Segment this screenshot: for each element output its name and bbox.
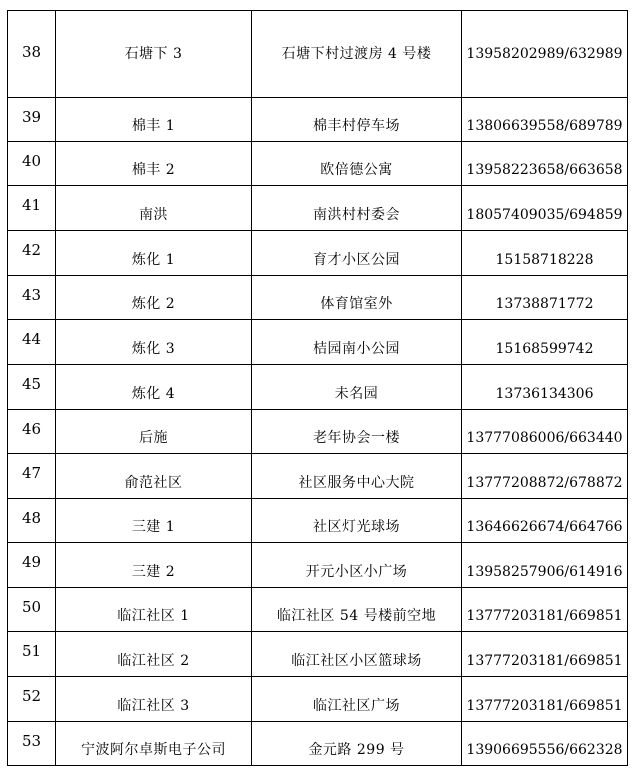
table-row [8,276,628,320]
table-row [8,543,628,588]
row-number: 44 [8,320,56,365]
site-location: 临江社区广场 [252,677,462,722]
site-name: 炼化 3 [56,320,252,365]
site-name: 棉丰 2 [56,142,252,186]
site-name: 炼化 2 [56,276,252,320]
site-name: 南洪 [56,186,252,231]
row-number: 48 [8,499,56,543]
site-location: 桔园南小公园 [252,320,462,365]
site-name: 俞范社区 [56,454,252,499]
site-name: 宁波阿尔卓斯电子公司 [56,722,252,766]
site-name: 炼化 1 [56,231,252,276]
contact-phone: 13777208872/678872 [462,454,628,499]
contact-table-body [8,11,628,766]
site-location: 南洪村村委会 [252,186,462,231]
table-row [8,410,628,454]
table-row [8,11,628,98]
contact-phone: 13958202989/632989 [462,11,628,98]
site-location: 开元小区小广场 [252,543,462,588]
site-name: 临江社区 3 [56,677,252,722]
table-row [8,365,628,410]
table-row [8,186,628,231]
table-row [8,632,628,677]
contact-phone: 18057409035/694859 [462,186,628,231]
contact-phone: 13777203181/669851 [462,588,628,632]
site-location: 社区服务中心大院 [252,454,462,499]
row-number: 52 [8,677,56,722]
site-name: 炼化 4 [56,365,252,410]
site-location: 棉丰村停车场 [252,98,462,142]
table-row [8,677,628,722]
row-number: 45 [8,365,56,410]
contact-phone: 13958223658/663658 [462,142,628,186]
row-number: 51 [8,632,56,677]
site-location: 临江社区 54 号楼前空地 [252,588,462,632]
contact-phone: 13738871772 [462,276,628,320]
contact-phone: 15158718228 [462,231,628,276]
site-location: 金元路 299 号 [252,722,462,766]
site-name: 三建 2 [56,543,252,588]
site-location: 欧倍德公寓 [252,142,462,186]
site-location: 老年协会一楼 [252,410,462,454]
site-name: 三建 1 [56,499,252,543]
site-location: 体育馆室外 [252,276,462,320]
site-location: 石塘下村过渡房 4 号楼 [252,11,462,98]
table-row [8,231,628,276]
site-name: 临江社区 2 [56,632,252,677]
row-number: 42 [8,231,56,276]
row-number: 49 [8,543,56,588]
contact-phone: 13958257906/614916 [462,543,628,588]
table-row [8,320,628,365]
row-number: 41 [8,186,56,231]
row-number: 43 [8,276,56,320]
contact-phone: 13646626674/664766 [462,499,628,543]
site-name: 棉丰 1 [56,98,252,142]
contact-phone: 13777203181/669851 [462,677,628,722]
site-location: 未名园 [252,365,462,410]
table-row [8,454,628,499]
contact-phone: 13806639558/689789 [462,98,628,142]
contact-phone: 13777203181/669851 [462,632,628,677]
row-number: 46 [8,410,56,454]
row-number: 38 [8,11,56,98]
table-row [8,98,628,142]
site-name: 后施 [56,410,252,454]
table-row [8,142,628,186]
site-name: 临江社区 1 [56,588,252,632]
site-location: 育才小区公园 [252,231,462,276]
table-row [8,499,628,543]
row-number: 40 [8,142,56,186]
site-location: 临江社区小区篮球场 [252,632,462,677]
row-number: 53 [8,722,56,766]
table-row [8,722,628,766]
row-number: 39 [8,98,56,142]
row-number: 50 [8,588,56,632]
contact-phone: 13736134306 [462,365,628,410]
contact-phone: 13777086006/663440 [462,410,628,454]
site-name: 石塘下 3 [56,11,252,98]
row-number: 47 [8,454,56,499]
site-location: 社区灯光球场 [252,499,462,543]
contact-phone: 13906695556/662328 [462,722,628,766]
contact-phone: 15168599742 [462,320,628,365]
table-row [8,588,628,632]
contact-table [7,10,628,766]
